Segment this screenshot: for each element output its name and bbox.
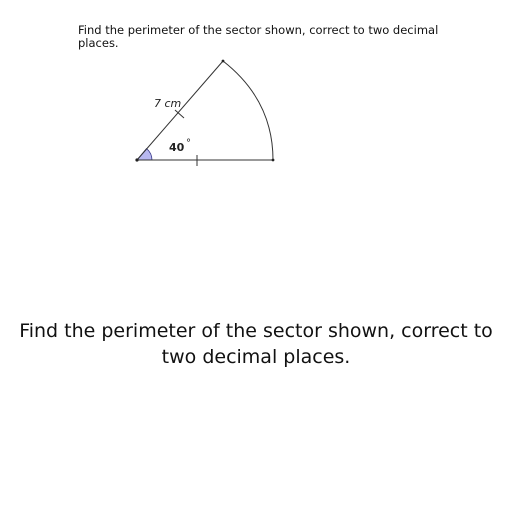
sector-arc bbox=[223, 61, 273, 160]
angle-label: 40 bbox=[169, 141, 185, 154]
arc-endpoint-right bbox=[272, 159, 275, 162]
radius-label: 7 cm bbox=[154, 97, 182, 110]
question-caption: Find the perimeter of the sector shown, correct to two decimal places. bbox=[19, 320, 493, 368]
angle-marker bbox=[137, 149, 152, 160]
arc-endpoint-top bbox=[222, 60, 225, 63]
degree-symbol: ° bbox=[186, 138, 191, 149]
center-point bbox=[135, 158, 138, 161]
question-text: Find the perimeter of the sector shown, correct to two decimal places. bbox=[78, 23, 439, 50]
